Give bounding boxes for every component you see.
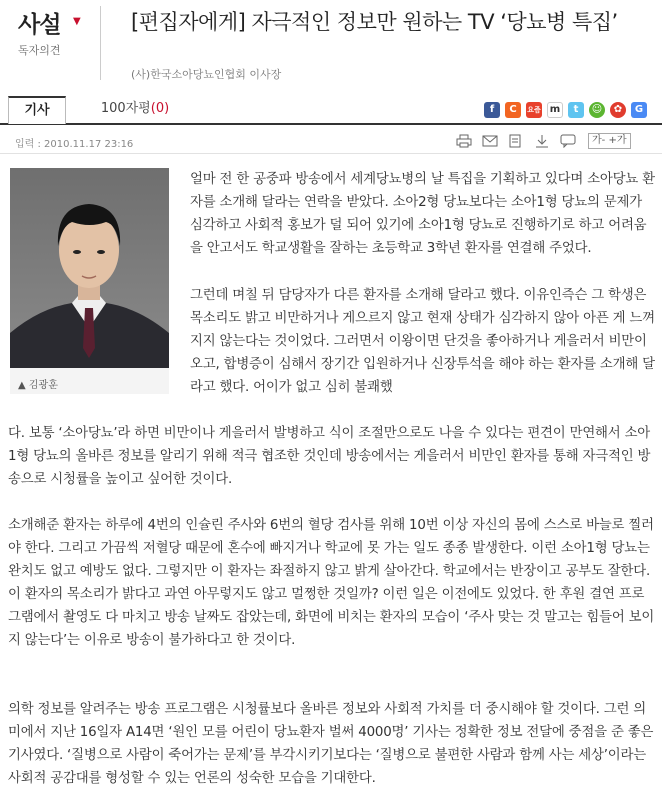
tab-article[interactable]: [8, 96, 66, 124]
me2day-icon[interactable]: m: [547, 102, 563, 118]
meta-row: [0, 131, 662, 154]
yozm-icon[interactable]: 요즘: [526, 102, 542, 118]
tab-comments[interactable]: [80, 96, 190, 121]
delicious-icon[interactable]: ✿: [610, 102, 626, 118]
article-tools: [456, 133, 631, 149]
comment-icon[interactable]: [560, 134, 576, 148]
byline: (사)한국소아당뇨인협회 이사장: [131, 68, 282, 81]
tab-article-label: 기사: [24, 103, 50, 118]
article-paragraph: 얼마 전 한 공중파 방송에서 세계당뇨병의 날 특집을 기획하고 있다며 소아당뇨 환자를 소개해 달라는 연락을 받았다. 소아2형 당뇨보다는 소아1형 당뇨의 문제가 심각하고 사회적 홍보가 덜 되어 있기에 소아1형 당뇨로 진행하기로 하고 어려움을 안고서도 학교생활을 잘하는 초등학교 3학년 환자를 연결해 주었다.: [190, 172, 655, 256]
comment-count: (0): [150, 101, 170, 116]
publish-date: 입력 : 2010.11.17 23:16: [15, 139, 134, 150]
author-photo-box: [10, 168, 169, 394]
article-paragraph: 소개해준 환자는 하루에 4번의 인슐린 주사와 6번의 혈당 검사를 위해 10번 이상 자신의 몸에 스스로 바늘로 찔러야 한다. 그리고 가끔씩 저혈당 때문에 혼수에 빠지거나 학교에 못 가는 일도 종종 발생한다. 이런 소아1형 당뇨는 완치도 없고 예방도 없다. 그렇지만 이 환자는 좌절하지 않고 밝게 살아간다. 학교에서는 반장이고 공부도 잘한다. 이 환자의 목소리가 밝다고 과연 아무렇지도 않고 멀쩡한 것일까? 이런 일은 이전에도 있었다. 한 후원 결연 프로그램에서 촬영도 다 마치고 방송 날짜도 잡았는데, 화면에 비치는 환자의 모습이 ‘주사 맞는 것 말고는 힘들어 보이지 않는다’는 이유로 방송이 불가하다고 한 것이다.: [8, 518, 655, 648]
section-dropdown-icon[interactable]: ▼: [73, 16, 81, 27]
section-subtitle[interactable]: 독자의견: [18, 44, 61, 57]
photo-caption: ▲ 김광훈: [18, 380, 58, 391]
print-icon[interactable]: [456, 134, 472, 148]
email-icon[interactable]: [482, 134, 498, 148]
section-title[interactable]: 사설: [18, 12, 61, 38]
google-icon[interactable]: G: [631, 102, 647, 118]
article-paragraph: 다. 보통 ‘소아당뇨’라 하면 비만이나 게을러서 발병하고 식이 조절만으로도 나을 수 있다는 편견이 만연해서 소아1형 당뇨의 올바른 정보를 알리기 위해 적극 협조한 것인데 방송에서는 게을러서 비만인 환자를 통해 자극적인 방송으로 시청률을 높이고 싶어한 것이다.: [8, 426, 651, 487]
twitter-icon[interactable]: t: [568, 102, 584, 118]
article-paragraph: 그런데 며칠 뒤 담당자가 다른 환자를 소개해 달라고 했다. 이유인즉슨 그 학생은 목소리도 밝고 비만하거나 게으르지 않고 현재 상태가 심각하지 않아 아픈 게 느껴지지 않는다는 것이었다. 그러면서 이왕이면 단것을 좋아하거나 게을러서 비만이 오고, 합병증이 심해서 장기간 입원하거나 신장투석을 해야 하는 환자를 소개해 달라고 했다. 어이가 없고 심히 불쾌했: [190, 288, 655, 395]
save-icon[interactable]: [534, 134, 550, 148]
page-title: [편집자에게] 자극적인 정보만 원하는 TV ‘당뇨병 특집’: [131, 10, 618, 34]
header-divider: [100, 6, 101, 80]
facebook-icon[interactable]: f: [484, 102, 500, 118]
article-paragraph: 의학 정보를 알려주는 방송 프로그램은 시청률보다 올바른 정보와 사회적 가치를 더 중시해야 할 것이다. 그런 의미에서 지난 16일자 A14면 ‘원인 모를 어린이 당뇨환자 벌써 4000명’ 기사는 정확한 정보 전달에 중점을 준 좋은 기사였다. ‘질병으로 사람이 죽어가는 문제’를 부각시키기보다는 ‘질병으로 불편한 사람과 함께 사는 세상’이라는 사회적 공감대를 형성할 수 있는 언론의 성숙한 모습을 기대한다.: [8, 702, 654, 786]
font-size-control[interactable]: 가- +가: [588, 133, 631, 149]
cyworld-icon[interactable]: C: [505, 102, 521, 118]
share-bar: [484, 102, 647, 120]
naver-icon[interactable]: ☺: [589, 102, 605, 118]
tab-comments-label: 100자평: [100, 101, 151, 116]
author-photo: [10, 168, 169, 368]
scrap-icon[interactable]: [508, 134, 524, 148]
article-header: [0, 0, 662, 88]
